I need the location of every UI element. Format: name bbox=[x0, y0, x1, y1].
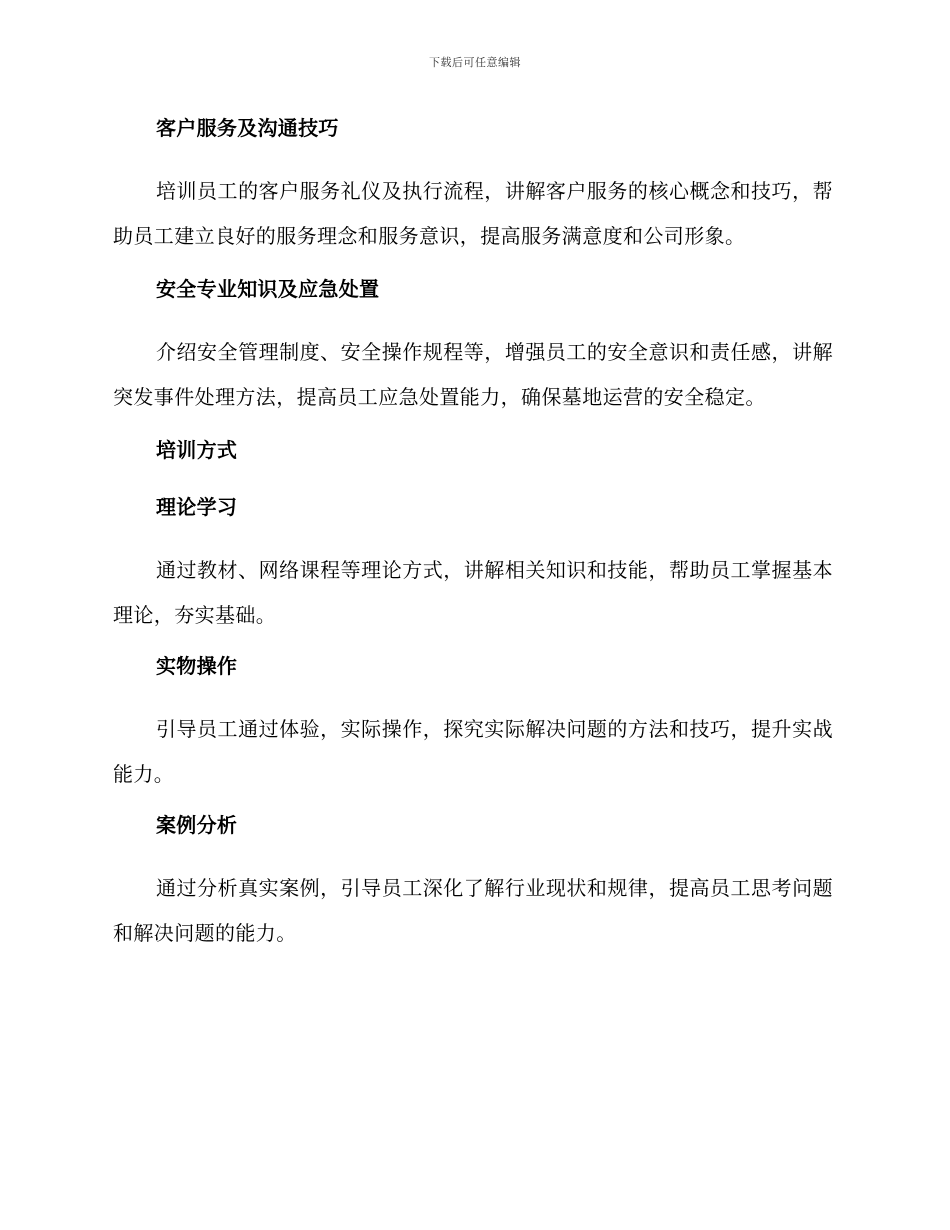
header-note: 下载后可任意编辑 bbox=[429, 56, 521, 69]
section-paragraph: 通过分析真实案例，引导员工深化了解行业现状和规律，提高员工思考问题和解决问题的能力。 bbox=[113, 876, 833, 945]
section-heading: 安全专业知识及应急处置 bbox=[156, 277, 380, 301]
section-paragraph: 培训员工的客户服务礼仪及执行流程，讲解客户服务的核心概念和技巧，帮助员工建立良好的服务理念和服务意识，提高服务满意度和公司形象。 bbox=[113, 179, 833, 248]
document-body bbox=[113, 112, 833, 970]
section-heading: 理论学习 bbox=[156, 495, 238, 519]
section-paragraph: 引导员工通过体验，实际操作，探究实际解决问题的方法和技巧，提升实战能力。 bbox=[113, 717, 833, 786]
section-paragraph: 通过教材、网络课程等理论方式，讲解相关知识和技能，帮助员工掌握基本理论，夯实基础。 bbox=[113, 558, 833, 627]
section-paragraph: 介绍安全管理制度、安全操作规程等，增强员工的安全意识和责任感，讲解突发事件处理方法，提高员工应急处置能力，确保墓地运营的安全稳定。 bbox=[113, 340, 833, 409]
section-heading: 客户服务及沟通技巧 bbox=[156, 116, 339, 140]
section-heading: 案例分析 bbox=[156, 813, 238, 837]
section-heading: 实物操作 bbox=[156, 654, 238, 678]
section-heading: 培训方式 bbox=[156, 438, 238, 462]
